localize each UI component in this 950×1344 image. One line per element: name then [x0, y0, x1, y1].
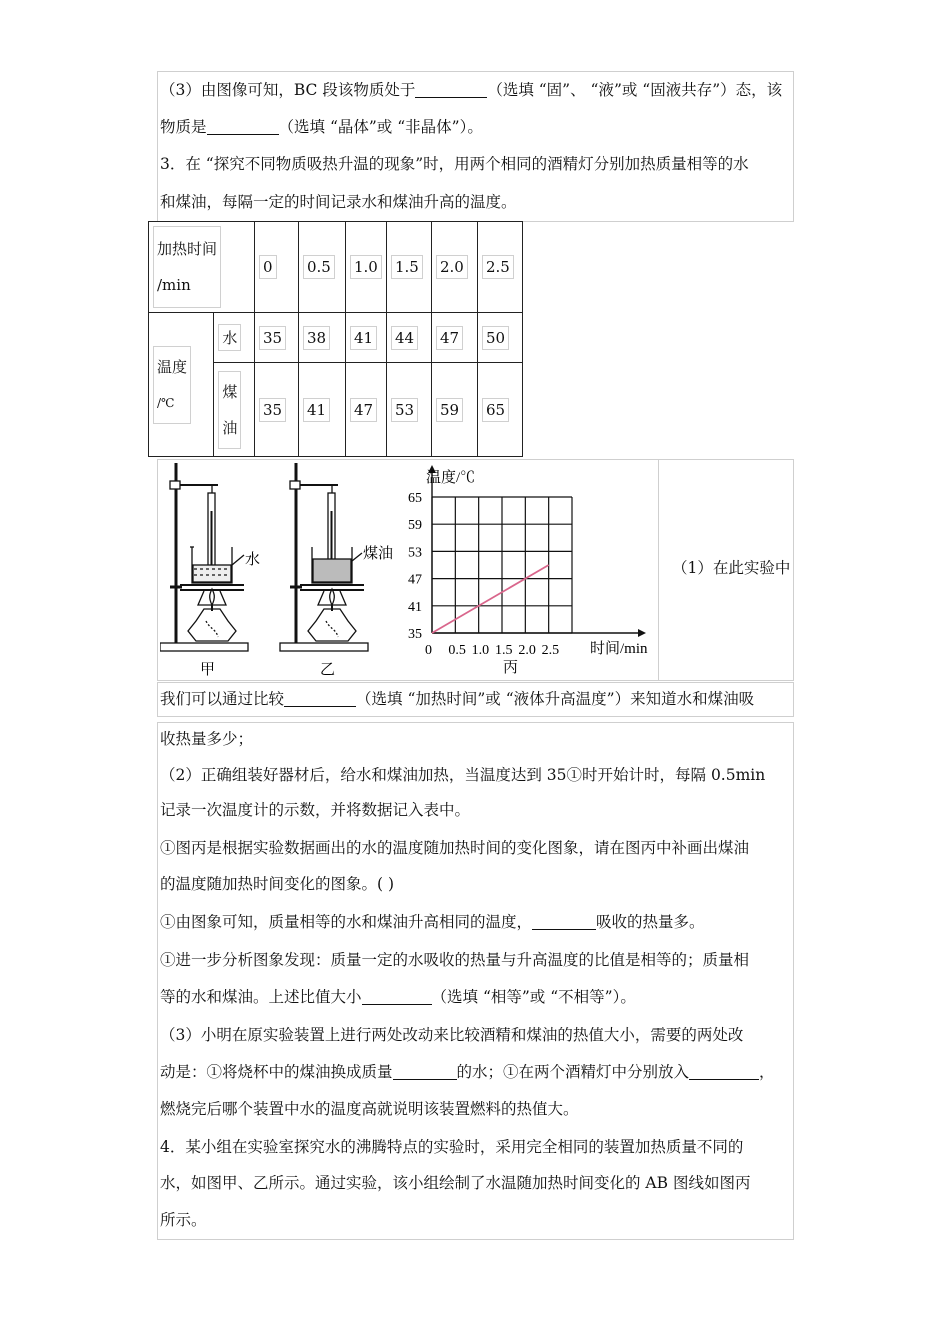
water-tag: 水 — [245, 552, 261, 568]
chart-ylabel: 温度/℃ — [426, 470, 476, 486]
answer-blank — [207, 120, 279, 135]
temp-header: 温度 — [157, 357, 188, 376]
y-tick-label: 59 — [408, 518, 422, 534]
x-tick-label: 0.5 — [448, 643, 466, 658]
time-value: 0.5 — [303, 255, 335, 279]
q3-line: （3）小明在原实验装置上进行两处改动来比较酒精和煤油的热值大小，需要的两处改 — [160, 1026, 744, 1044]
time-header: 加热时间 — [157, 240, 218, 258]
answer-blank — [415, 83, 487, 98]
q2-part3-line1 — [160, 83, 782, 99]
q3-intro-line1: 3．在 “探究不同物质吸热升温的现象”时，用两个相同的酒精灯分别加热质量相等的水 — [160, 155, 749, 173]
q3-line: 记录一次温度计的示数，并将数据记入表中。 — [160, 801, 471, 819]
q4-line: 所示。 — [160, 1211, 207, 1229]
time-cell — [432, 222, 478, 313]
kerosene-label: 煤 — [222, 382, 238, 401]
y-tick-label: 65 — [408, 491, 422, 506]
q2-part3-line2 — [160, 120, 483, 136]
chart-grid — [432, 497, 572, 633]
kerosene-cell — [478, 363, 523, 457]
text: 的水；①在两个酒精灯中分别放入 — [456, 1063, 690, 1081]
y-tick-label: 35 — [408, 627, 422, 642]
kerosene-value: 59 — [436, 398, 463, 422]
water-value: 35 — [259, 326, 286, 350]
kerosene-value: 65 — [482, 398, 509, 422]
temp-header-cell — [149, 313, 214, 457]
q3-line: 的温度随加热时间变化的图象。( ) — [160, 875, 395, 893]
kerosene-value: 41 — [303, 398, 330, 422]
time-value: 0 — [259, 255, 277, 279]
kerosene-label-cell — [214, 363, 255, 457]
q4-line: 4．某小组在实验室探究水的沸腾特点的实验时，采用完全相同的装置加热质量不同的 — [160, 1138, 744, 1156]
kerosene-cell — [387, 363, 432, 457]
water-value: 38 — [303, 326, 330, 350]
text: 动是：①将烧杯中的煤油换成质量 — [160, 1063, 393, 1081]
time-cell — [387, 222, 432, 313]
x-tick-label: 1.0 — [471, 643, 490, 658]
water-value: 50 — [482, 326, 509, 350]
kerosene-cell — [299, 363, 346, 457]
kerosene-value: 47 — [350, 398, 377, 422]
q3-intro-line2: 和煤油，每隔一定的时间记录水和煤油升高的温度。 — [160, 193, 517, 211]
figure-label-yi: 乙 — [320, 662, 336, 678]
q3-line — [160, 915, 705, 931]
chart-series — [432, 565, 549, 633]
water-value: 47 — [436, 326, 463, 350]
water-label-cell — [214, 313, 255, 363]
text: （选填 “晶体”或 “非晶体”）。 — [278, 118, 483, 136]
water-cell — [299, 313, 346, 363]
apparatus-jia — [160, 463, 248, 651]
apparatus-yi — [280, 463, 368, 651]
answer-blank — [689, 1065, 759, 1080]
kerosene-cell — [346, 363, 387, 457]
answer-blank — [393, 1065, 457, 1080]
text: （选填 “相等”或 “不相等”）。 — [431, 988, 636, 1006]
time-value: 2.5 — [482, 255, 514, 279]
q3-line: ①进一步分析图象发现：质量一定的水吸收的热量与升高温度的比值是相等的；质量相 — [160, 951, 750, 969]
kerosene-value: 35 — [259, 398, 286, 422]
x-tick-label: 2.5 — [541, 643, 560, 658]
water-cell — [432, 313, 478, 363]
time-cell — [478, 222, 523, 313]
text: 吸收的热量多。 — [596, 913, 705, 931]
time-cell — [346, 222, 387, 313]
temp-unit: /℃ — [157, 395, 175, 410]
text: ①由图象可知，质量相等的水和煤油升高相同的温度， — [160, 913, 533, 931]
figure-label-jia: 甲 — [200, 662, 216, 678]
kerosene-cell — [255, 363, 299, 457]
text: （3）由图像可知，BC 段该物质处于 — [160, 81, 416, 99]
water-value: 41 — [350, 326, 377, 350]
temperature-table — [148, 221, 523, 457]
time-value: 1.0 — [350, 255, 382, 279]
text: 物质是 — [160, 118, 207, 136]
q3-line: 燃烧完后哪个装置中水的温度高就说明该装置燃料的热值大。 — [160, 1100, 579, 1118]
water-cell — [346, 313, 387, 363]
text: 我们可以通过比较 — [160, 690, 285, 708]
water-cell — [478, 313, 523, 363]
x-tick-label: 2.0 — [518, 643, 536, 658]
x-tick-label: 0 — [425, 643, 432, 658]
text: 等的水和煤油。上述比值大小 — [160, 988, 362, 1006]
figure-label-bing: 丙 — [503, 660, 519, 676]
answer-blank — [532, 915, 596, 930]
time-cell — [299, 222, 346, 313]
time-header-cell — [149, 222, 255, 313]
water-value: 44 — [391, 326, 418, 350]
x-tick-label: 1.5 — [495, 643, 513, 658]
text: （选填 “加热时间”或 “液体升高温度”）来知道水和煤油吸 — [356, 690, 755, 708]
figure-divider — [658, 459, 659, 681]
y-tick-label: 47 — [408, 572, 422, 588]
q3-line: ①图丙是根据实验数据画出的水的温度随加热时间的变化图象，请在图丙中补画出煤油 — [160, 839, 750, 857]
apparatus-figure — [160, 461, 410, 679]
answer-blank — [284, 692, 356, 707]
lower-text-block — [157, 722, 794, 1240]
text: ， — [759, 1063, 775, 1081]
q3-side-text: （1）在此实验中 — [672, 559, 791, 577]
x-axis-arrow — [638, 629, 646, 637]
kerosene-cell — [432, 363, 478, 457]
series-line-water — [432, 565, 549, 633]
water-label: 水 — [218, 324, 241, 351]
y-tick-label: 41 — [408, 599, 422, 615]
q3-line: 收热量多少； — [160, 730, 254, 748]
time-value: 1.5 — [391, 255, 423, 279]
temperature-chart — [400, 461, 656, 679]
water-cell — [255, 313, 299, 363]
q3-line — [160, 1065, 775, 1081]
chart-xlabel: 时间/min — [590, 641, 648, 657]
q4-line: 水，如图甲、乙所示。通过实验，该小组绘制了水温随加热时间变化的 AB 图线如图丙 — [160, 1174, 751, 1192]
y-tick-label: 53 — [408, 545, 422, 561]
q3-line — [160, 990, 636, 1006]
text: （选填 “固”、 “液”或 “固液共存”）态，该 — [487, 81, 783, 99]
water-cell — [387, 313, 432, 363]
kerosene-value: 53 — [391, 398, 418, 422]
kerosene-tag: 煤油 — [363, 546, 394, 562]
time-value: 2.0 — [436, 255, 468, 279]
answer-blank — [362, 990, 432, 1005]
time-cell — [255, 222, 299, 313]
kerosene-label: 油 — [222, 418, 238, 437]
time-unit: /min — [157, 276, 191, 294]
q3-part1-line — [160, 692, 754, 708]
q3-line: （2）正确组装好器材后，给水和煤油加热，当温度达到 35①时开始计时，每隔 0.5min — [160, 766, 766, 784]
